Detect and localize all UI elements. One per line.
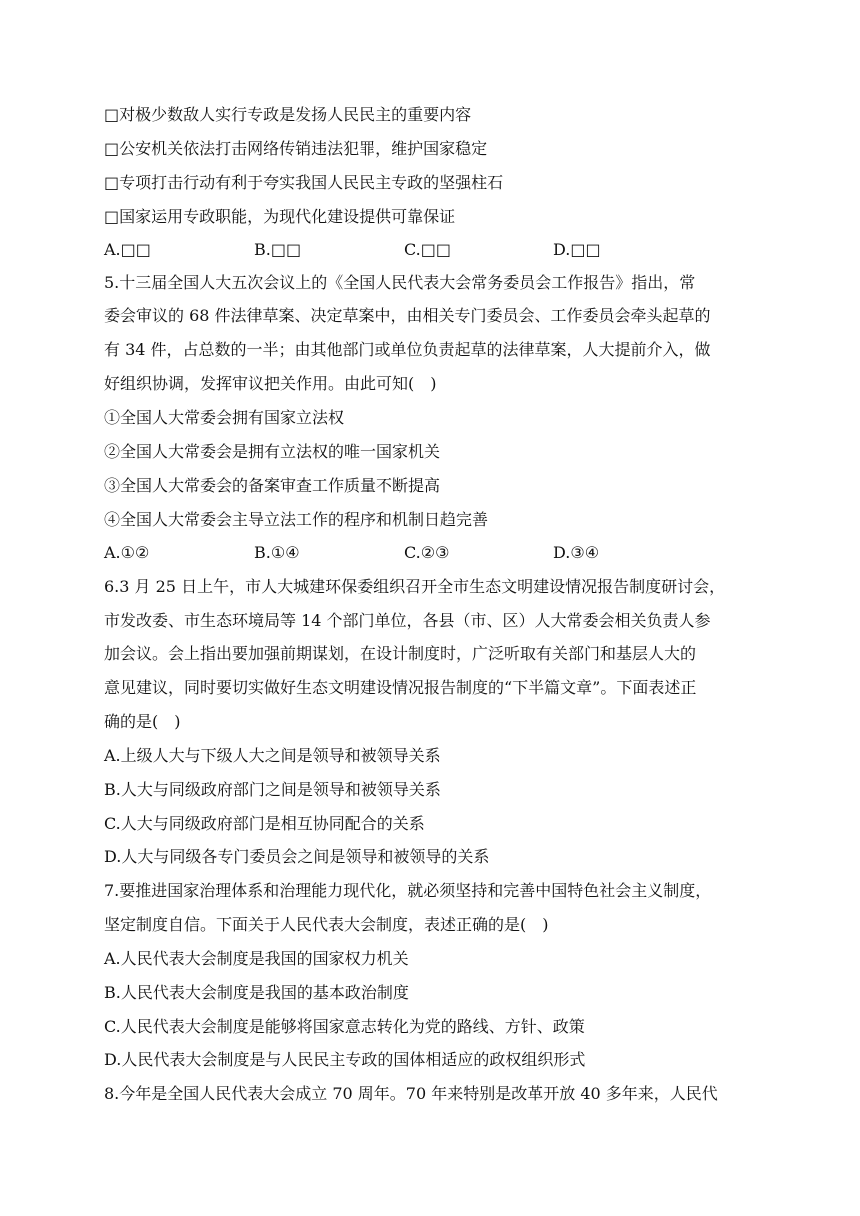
q4-statement-1: □对极少数敌人实行专政是发扬人民民主的重要内容 xyxy=(104,105,472,124)
q4-statement-4: □国家运用专政职能，为现代化建设提供可靠保证 xyxy=(104,207,456,226)
q7-choice-a: A.人民代表大会制度是我国的国家权力机关 xyxy=(104,949,409,968)
q7-stem-line-2: 坚定制度自信。下面关于人民代表大会制度，表述正确的是( ) xyxy=(104,915,549,934)
q5-stem-line-2: 委会审议的 68 件法律草案、决定草案中，由相关专门委员会、工作委员会牵头起草的 xyxy=(104,306,711,325)
q6-stem-line-1: 6.3 月 25 日上午，市人大城建环保委组织召开全市生态文明建设情况报告制度研讨会， xyxy=(104,577,726,596)
q5-option-c: C.②③ xyxy=(404,543,450,562)
q4-option-d: D.□□ xyxy=(553,240,601,259)
q5-option-d: D.③④ xyxy=(553,543,600,562)
q6-stem-line-4: 意见建议，同时要切实做好生态文明建设情况报告制度的“下半篇文章”。下面表述正 xyxy=(104,678,697,697)
q4-options xyxy=(104,238,764,262)
q6-choice-b: B.人大与同级政府部门之间是领导和被领导关系 xyxy=(104,780,441,799)
q5-stem-line-3: 有 34 件，占总数的一半；由其他部门或单位负责起草的法律草案，人大提前介入，做 xyxy=(104,340,711,359)
q4-option-b: B.□□ xyxy=(254,240,302,259)
q6-choice-d: D.人大与同级各专门委员会之间是领导和被领导的关系 xyxy=(104,847,490,866)
q7-choice-c: C.人民代表大会制度是能够将国家意志转化为党的路线、方针、政策 xyxy=(104,1017,585,1036)
q6-stem-line-3: 加会议。会上指出要加强前期谋划，在设计制度时，广泛听取有关部门和基层人大的 xyxy=(104,644,697,663)
q4-option-c: C.□□ xyxy=(404,240,451,259)
q8-stem-line-1: 8.今年是全国人民代表大会成立 70 周年。70 年来特别是改革开放 40 多年来，人民代 xyxy=(104,1084,718,1103)
q4-statement-2: □公安机关依法打击网络传销违法犯罪，维护国家稳定 xyxy=(104,139,488,158)
q4-option-a: A.□□ xyxy=(104,240,151,259)
q5-item-4: ④全国人大常委会主导立法工作的程序和机制日趋完善 xyxy=(104,510,489,529)
q5-stem-line-4: 好组织协调，发挥审议把关作用。由此可知( ) xyxy=(104,374,437,393)
q7-stem-line-1: 7.要推进国家治理体系和治理能力现代化，就必须坚持和完善中国特色社会主义制度， xyxy=(104,881,712,900)
q6-choice-c: C.人大与同级政府部门是相互协同配合的关系 xyxy=(104,814,425,833)
q5-options xyxy=(104,541,764,565)
q5-item-2: ②全国人大常委会是拥有立法权的唯一国家机关 xyxy=(104,442,441,461)
q4-statement-3: □专项打击行动有利于夸实我国人民民主专政的坚强柱石 xyxy=(104,173,504,192)
q6-stem-line-5: 确的是( ) xyxy=(104,712,181,731)
q6-stem-line-2: 市发改委、市生态环境局等 14 个部门单位，各县（市、区）人大常委会相关负责人参 xyxy=(104,611,711,630)
q5-item-1: ①全国人大常委会拥有国家立法权 xyxy=(104,408,345,427)
q6-choice-a: A.上级人大与下级人大之间是领导和被领导关系 xyxy=(104,746,441,765)
q5-option-b: B.①④ xyxy=(254,543,300,562)
q7-choice-b: B.人民代表大会制度是我国的基本政治制度 xyxy=(104,983,409,1002)
q7-choice-d: D.人民代表大会制度是与人民民主专政的国体相适应的政权组织形式 xyxy=(104,1050,586,1069)
q5-item-3: ③全国人大常委会的备案审查工作质量不断提高 xyxy=(104,476,441,495)
q5-option-a: A.①② xyxy=(104,543,150,562)
q5-stem-line-1: 5.十三届全国人大五次会议上的《全国人民代表大会常务委员会工作报告》指出，常 xyxy=(104,273,696,292)
